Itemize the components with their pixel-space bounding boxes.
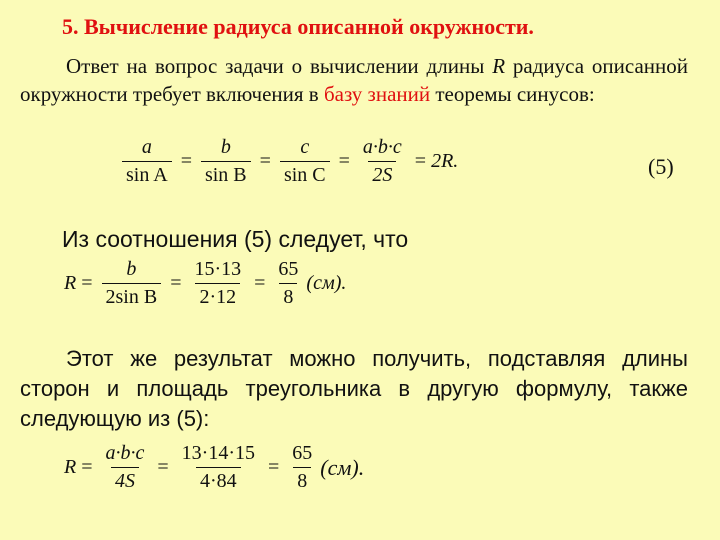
equation-number-5: (5) [648, 154, 674, 179]
fraction-denominator: 2·12 [195, 283, 240, 309]
fraction-numerator: a [141, 136, 152, 158]
fraction-denominator: sin C [280, 161, 330, 187]
fraction-denominator: 4S [111, 467, 139, 493]
intro-text-a: Ответ на вопрос задачи о вычислении длины [66, 54, 493, 78]
equals-sign: = [254, 272, 266, 294]
fraction-c-over-sinC [280, 136, 330, 187]
radius-formula-1 [64, 258, 346, 309]
fraction-numerator: c [300, 136, 310, 158]
equals-sign: = [81, 456, 93, 478]
fraction-numeric-1 [190, 258, 245, 309]
fraction-result-2 [288, 442, 316, 493]
fraction-denominator: 2sin B [102, 283, 162, 309]
fraction-a-over-sinA [122, 136, 172, 187]
alternative-text: Этот же результат можно получить, подставляя длины сторон и площадь треугольника в другую формулу, также следующую из (5): [20, 346, 688, 431]
equals-sign: = [268, 456, 280, 478]
equals-sign: = [170, 272, 182, 294]
fraction-denominator: sin B [201, 161, 251, 187]
formula-rhs: 2R. [431, 150, 459, 172]
alternative-paragraph [20, 344, 688, 434]
intro-text-b: радиуса описанной окружности требует включения в [20, 54, 689, 106]
equals-sign: = [81, 272, 93, 294]
fraction-numerator: b [220, 136, 231, 158]
fraction-numeric-2 [178, 442, 259, 493]
fraction-b-over-2sinB [102, 258, 162, 309]
fraction-numerator: 13·14·15 [181, 442, 255, 464]
fraction-denominator: 8 [279, 283, 297, 309]
unit-label: (см). [320, 454, 365, 480]
unit-label: (см). [306, 272, 347, 294]
equals-sign: = [259, 150, 271, 172]
fraction-denominator: 8 [293, 467, 311, 493]
fraction-numerator: a·b·c [105, 442, 145, 464]
intro-paragraph [20, 52, 688, 108]
law-of-sines-formula [118, 136, 458, 187]
formula-lhs: R [64, 456, 77, 478]
fraction-denominator: 2S [368, 161, 396, 187]
equals-sign: = [414, 150, 427, 172]
fraction-b-over-sinB [201, 136, 251, 187]
radius-formula-2 [64, 442, 364, 493]
fraction-denominator: sin A [122, 161, 172, 187]
formula-lhs: R [64, 272, 77, 294]
fraction-numerator: 65 [292, 442, 313, 464]
fraction-numerator: a·b·c [362, 136, 402, 158]
equals-sign: = [338, 150, 350, 172]
fraction-numerator: 15·13 [194, 258, 242, 280]
fraction-abc-over-4S [102, 442, 149, 493]
intro-text-c: теоремы синусов: [430, 82, 595, 106]
fraction-abc-over-2S [359, 136, 406, 187]
fraction-result-1 [274, 258, 302, 309]
equals-sign: = [180, 150, 192, 172]
fraction-denominator: 4·84 [196, 467, 241, 493]
intro-var-r: R [492, 54, 506, 78]
knowledge-base-highlight: базу знаний [323, 82, 431, 106]
consequence-text: Из соотношения (5) следует, что [62, 226, 409, 252]
equals-sign: = [157, 456, 169, 478]
fraction-numerator: b [126, 258, 137, 280]
section-heading: 5. Вычисление радиуса описанной окружности. [62, 14, 534, 39]
fraction-numerator: 65 [278, 258, 299, 280]
